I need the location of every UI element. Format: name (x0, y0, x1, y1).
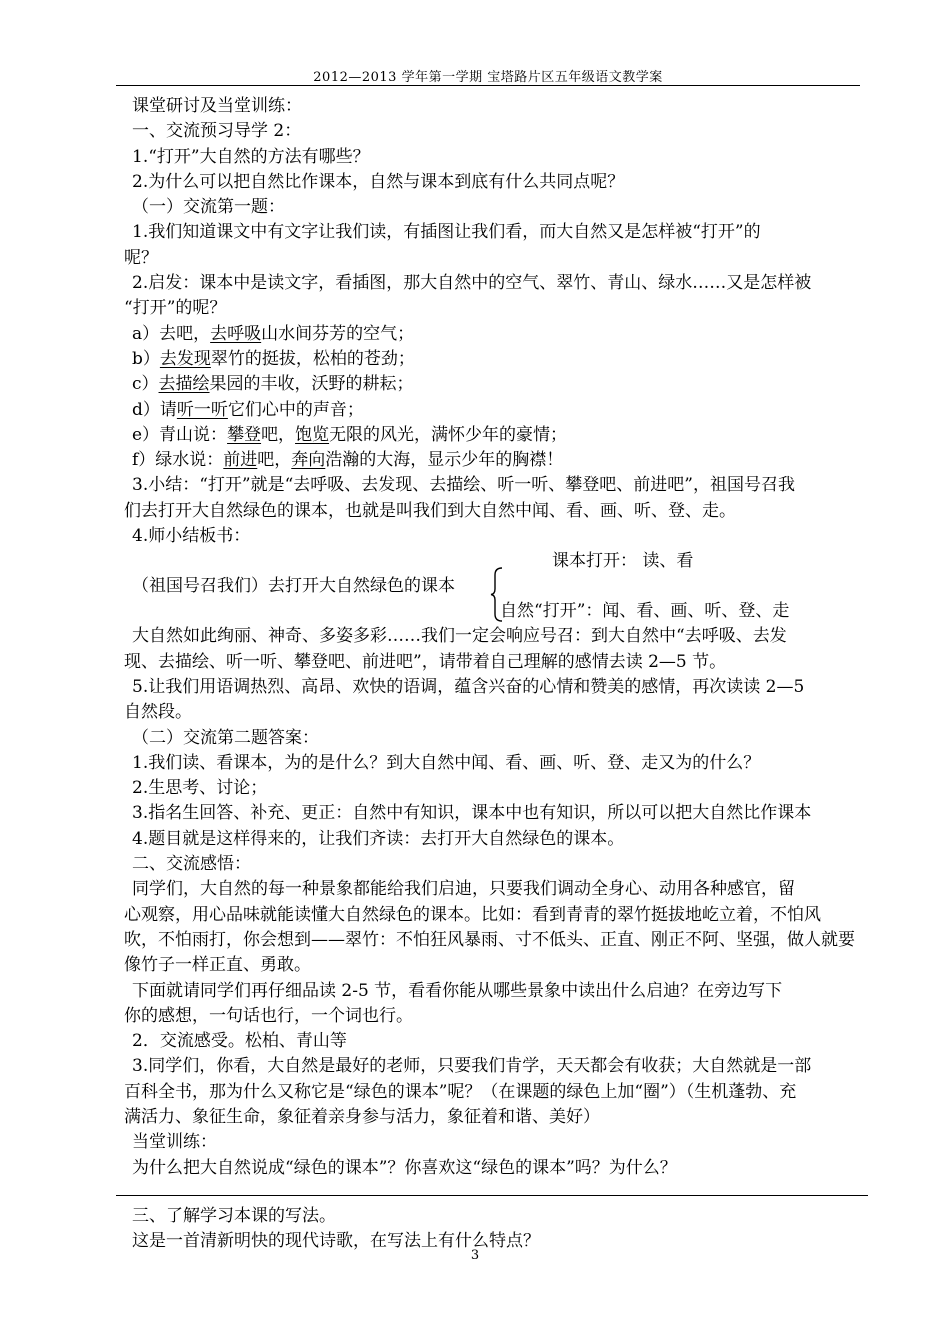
section-heading: 三、了解学习本课的写法。 (132, 1205, 336, 1226)
board-line-nature: 自然“打开”：闻、看、画、听、登、走 (500, 601, 790, 622)
page-header: 2012—2013 学年第一学期 宝塔路片区五年级语文教学案 (313, 70, 663, 85)
paragraph-line: 4.师小结板书： (132, 526, 251, 547)
list-text: a）去吧， (132, 323, 211, 344)
paragraph-line: 同学们，大自然的每一种景象都能给我们启迪，只要我们调动全身心、动用各种感官，留 (132, 879, 795, 900)
paragraph-line: 这是一首清新明快的现代诗歌，在写法上有什么特点？ (132, 1231, 540, 1252)
list-text: e）青山说： (132, 424, 228, 445)
list-text: 无限的风光，满怀少年的豪情； (329, 424, 568, 445)
underlined-phrase: 前进 (223, 450, 258, 471)
exercise-question: 为什么把大自然说成“绿色的课本”？你喜欢这“绿色的课本”吗？为什么？ (132, 1157, 677, 1178)
paragraph-line: 3.同学们，你看，大自然是最好的老师，只要我们肯学，天天都会有收获；大自然就是一部 (132, 1056, 812, 1077)
paragraph-line: 们去打开大自然绿色的课本，也就是叫我们到大自然中闻、看、画、听、登、走。 (124, 500, 736, 521)
paragraph-line: 2.启发：课本中是读文字，看插图，那大自然中的空气、翠竹、青山、绿水……又是怎样被 (132, 273, 812, 294)
question-1: 1.“打开”大自然的方法有哪些？ (132, 146, 370, 167)
underlined-phrase: 听一听 (176, 399, 228, 420)
paragraph-line: 吹，不怕雨打，你会想到——翠竹：不怕狂风暴雨、寸不低头、正直、刚正不阿、坚强，做人就要 (124, 929, 855, 950)
board-line-main: （祖国号召我们）去打开大自然绿色的课本 (132, 576, 455, 597)
list-text: 果园的丰收，沃野的耕耘； (209, 374, 414, 395)
list-item-a (124, 322, 860, 347)
paragraph-line: 1.我们读、看课本，为的是什么？到大自然中闻、看、画、听、登、走又为的什么？ (132, 752, 761, 773)
underlined-phrase: 饱览 (295, 424, 330, 445)
header-rule (116, 85, 860, 86)
exercise-heading: 当堂训练： (132, 1132, 217, 1153)
paragraph-line: 5.让我们用语调热烈、高昂、欢快的语调，蕴含兴奋的心情和赞美的感情，再次读读 2—5 (132, 676, 805, 697)
document-body (124, 94, 860, 1254)
paragraph-line: 4.题目就是这样得来的，让我们齐读：去打开大自然绿色的课本。 (132, 828, 625, 849)
list-text: b） (132, 348, 160, 369)
paragraph-line: 现、去描绘、听一听、攀登吧、前进吧”，请带着自己理解的感情去读 2—5 节。 (124, 651, 727, 672)
list-text: 山水间芬芳的空气； (261, 323, 415, 344)
subsection-heading-2: （二）交流第二题答案： (132, 727, 319, 748)
paragraph-line: 2.生思考、讨论； (132, 778, 268, 799)
paragraph-line: 自然段。 (124, 702, 192, 723)
list-item-b (124, 347, 860, 372)
paragraph-line: 呢？ (124, 247, 158, 268)
underlined-phrase: 去发现 (159, 348, 211, 369)
list-item-d (124, 398, 860, 423)
paragraph-line: 大自然如此绚丽、神奇、多姿多彩……我们一定会响应号召：到大自然中“去呼吸、去发 (132, 626, 787, 647)
underlined-phrase: 奔向 (291, 450, 326, 471)
underlined-phrase: 攀登 (227, 424, 262, 445)
list-text: 吧， (261, 424, 296, 445)
board-line-textbook: 课本打开： 读、看 (552, 551, 694, 572)
paragraph-line: 3.小结：“打开”就是“去呼吸、去发现、去描绘、听一听、攀登吧、前进吧”，祖国号召我 (132, 475, 795, 496)
list-text: 吧， (257, 450, 292, 471)
paragraph-line: 1.我们知道课文中有文字让我们读，有插图让我们看，而大自然又是怎样被“打开”的 (132, 222, 761, 243)
list-text: 翠竹的挺拔，松柏的苍劲； (210, 348, 415, 369)
paragraph-line: 2．交流感受。松柏、青山等 (132, 1031, 347, 1052)
section-divider (116, 1195, 868, 1196)
paragraph-line: 你的感想，一句话也行，一个词也行。 (124, 1005, 413, 1026)
list-item-e (124, 423, 860, 448)
section-title: 课堂研讨及当堂训练： (132, 96, 302, 116)
paragraph-line: 百科全书，那为什么又称它是“绿色的课本”呢？（在课题的绿色上加“圈”）（生机蓬勃、充 (124, 1081, 797, 1102)
section-heading: 一、交流预习导学 2： (132, 121, 302, 142)
page-number: 3 (470, 1248, 480, 1263)
subsection-heading-1: （一）交流第一题： (132, 197, 285, 218)
paragraph-line: 下面就请同学们再仔细品读 2-5 节，看看你能从哪些景象中读出什么启迪？在旁边写下 (132, 980, 783, 1001)
paragraph-line: “打开”的呢？ (124, 298, 227, 319)
list-text: 它们心中的声音； (227, 399, 364, 420)
paragraph-line: 满活力、象征生命，象征着亲身参与活力，象征着和谐、美好） (124, 1106, 600, 1127)
question-2: 2.为什么可以把自然比作课本，自然与课本到底有什么共同点呢？ (132, 171, 625, 192)
underlined-phrase: 去呼吸 (210, 323, 262, 344)
paragraph-line: 像竹子一样正直、勇敢。 (124, 955, 311, 976)
list-text: 浩瀚的大海，显示少年的胸襟！ (325, 450, 564, 471)
list-text: f）绿水说： (132, 450, 224, 471)
section-heading: 二、交流感悟： (132, 854, 251, 875)
paragraph-line: 心观察，用心品味就能读懂大自然绿色的课本。比如：看到青青的翠竹挺拔地屹立着，不怕风 (124, 904, 821, 925)
paragraph-line: 3.指名生回答、补充、更正：自然中有知识，课本中也有知识，所以可以把大自然比作课本 (132, 803, 812, 824)
blackboard-summary (124, 549, 860, 624)
list-text: c） (132, 374, 159, 395)
list-item-c (124, 372, 860, 397)
list-text: d）请 (132, 399, 177, 420)
underlined-phrase: 去描绘 (158, 374, 210, 395)
list-item-f (124, 448, 860, 473)
